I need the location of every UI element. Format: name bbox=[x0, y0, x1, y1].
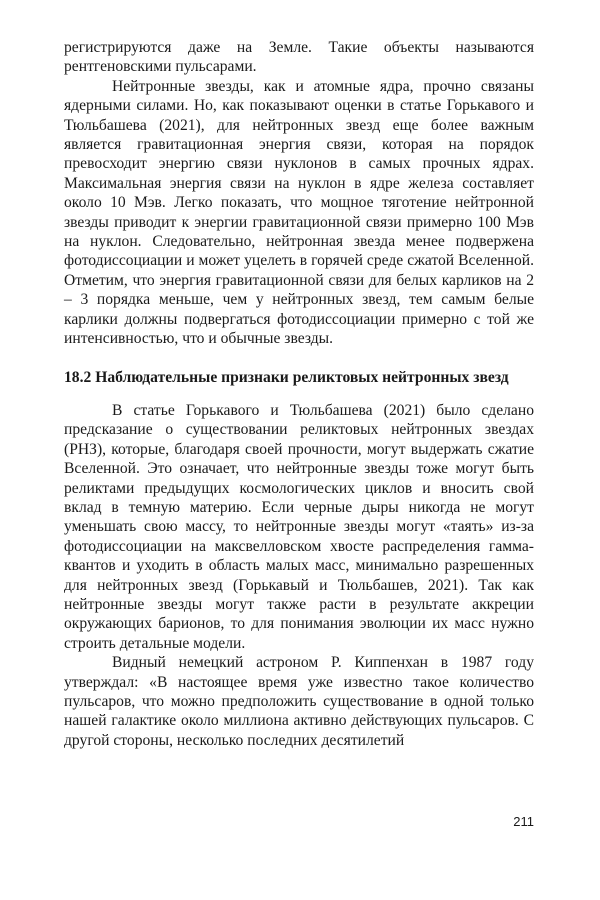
paragraph-continuation: регистрируются даже на Земле. Такие объекты называются рентгеновскими пульсарами. bbox=[64, 39, 534, 76]
page-body bbox=[64, 38, 534, 750]
paragraph-relic-stars: В статье Горькавого и Тюльбашева (2021) было сделано предсказание о существовании реликтовых нейтронных звездах (РНЗ), которые, благодаря своей прочности, могут выдержать сжатие Вселенной. Это означает, что нейтронные звезды тоже могут быть реликтами предыдущих космологических циклов и вносить свой вклад в темную материю. Если черные дыры никогда не могут уменьшать свою массу, то нейтронные звезды могут «таять» из-за фотодиссоциации на максвелловском хвосте распределения гамма-квантов и уходить в область малых масс, минимально разрешенных для нейтронных звезд (Горькавый и Тюльбашев, 2021). Так как нейтронные звезды могут также расти в результате аккреции окружающих барионов, то для понимания эволюции их масс нужно строить детальные модели. bbox=[64, 401, 534, 652]
paragraph-kippenhahn-quote: Видный немецкий астроном Р. Киппенхан в 1987 году утверждал: «В настоящее время уже известно такое количество пульсаров, что можно предположить существование в одной только нашей галактике около миллиона активно действующих пульсаров. С другой стороны, несколько последних десятилетий bbox=[64, 654, 534, 749]
page-number: 211 bbox=[513, 814, 534, 829]
paragraph-neutron-binding: Нейтронные звезды, как и атомные ядра, прочно связаны ядерными силами. Но, как показывают оценки в статье Горькавого и Тюльбашева (2021), для нейтронных звезд еще более важным является гравитационная энергия связи, которая на порядок превосходит энергию связи нуклонов в самых прочных ядрах. Максимальная энергия связи на нуклон в ядре железа составляет около 10 Мэв. Легко показать, что мощное тяготение нейтронной звезды приводит к энергии гравитационной связи примерно 100 Мэв на нуклон. Следовательно, нейтронная звезда менее подвержена фотодиссоциации и может уцелеть в горячей среде сжатой Вселенной. Отметим, что энергия гравитационной связи для белых карликов на 2 – 3 порядка меньше, чем у нейтронных звезд, тем самым белые карлики должны подвергаться фотодиссоциации примерно с той же интенсивностью, что и обычные звезды. bbox=[64, 77, 534, 348]
section-heading: 18.2 Наблюдательные признаки реликтовых нейтронных звезд bbox=[64, 368, 509, 386]
